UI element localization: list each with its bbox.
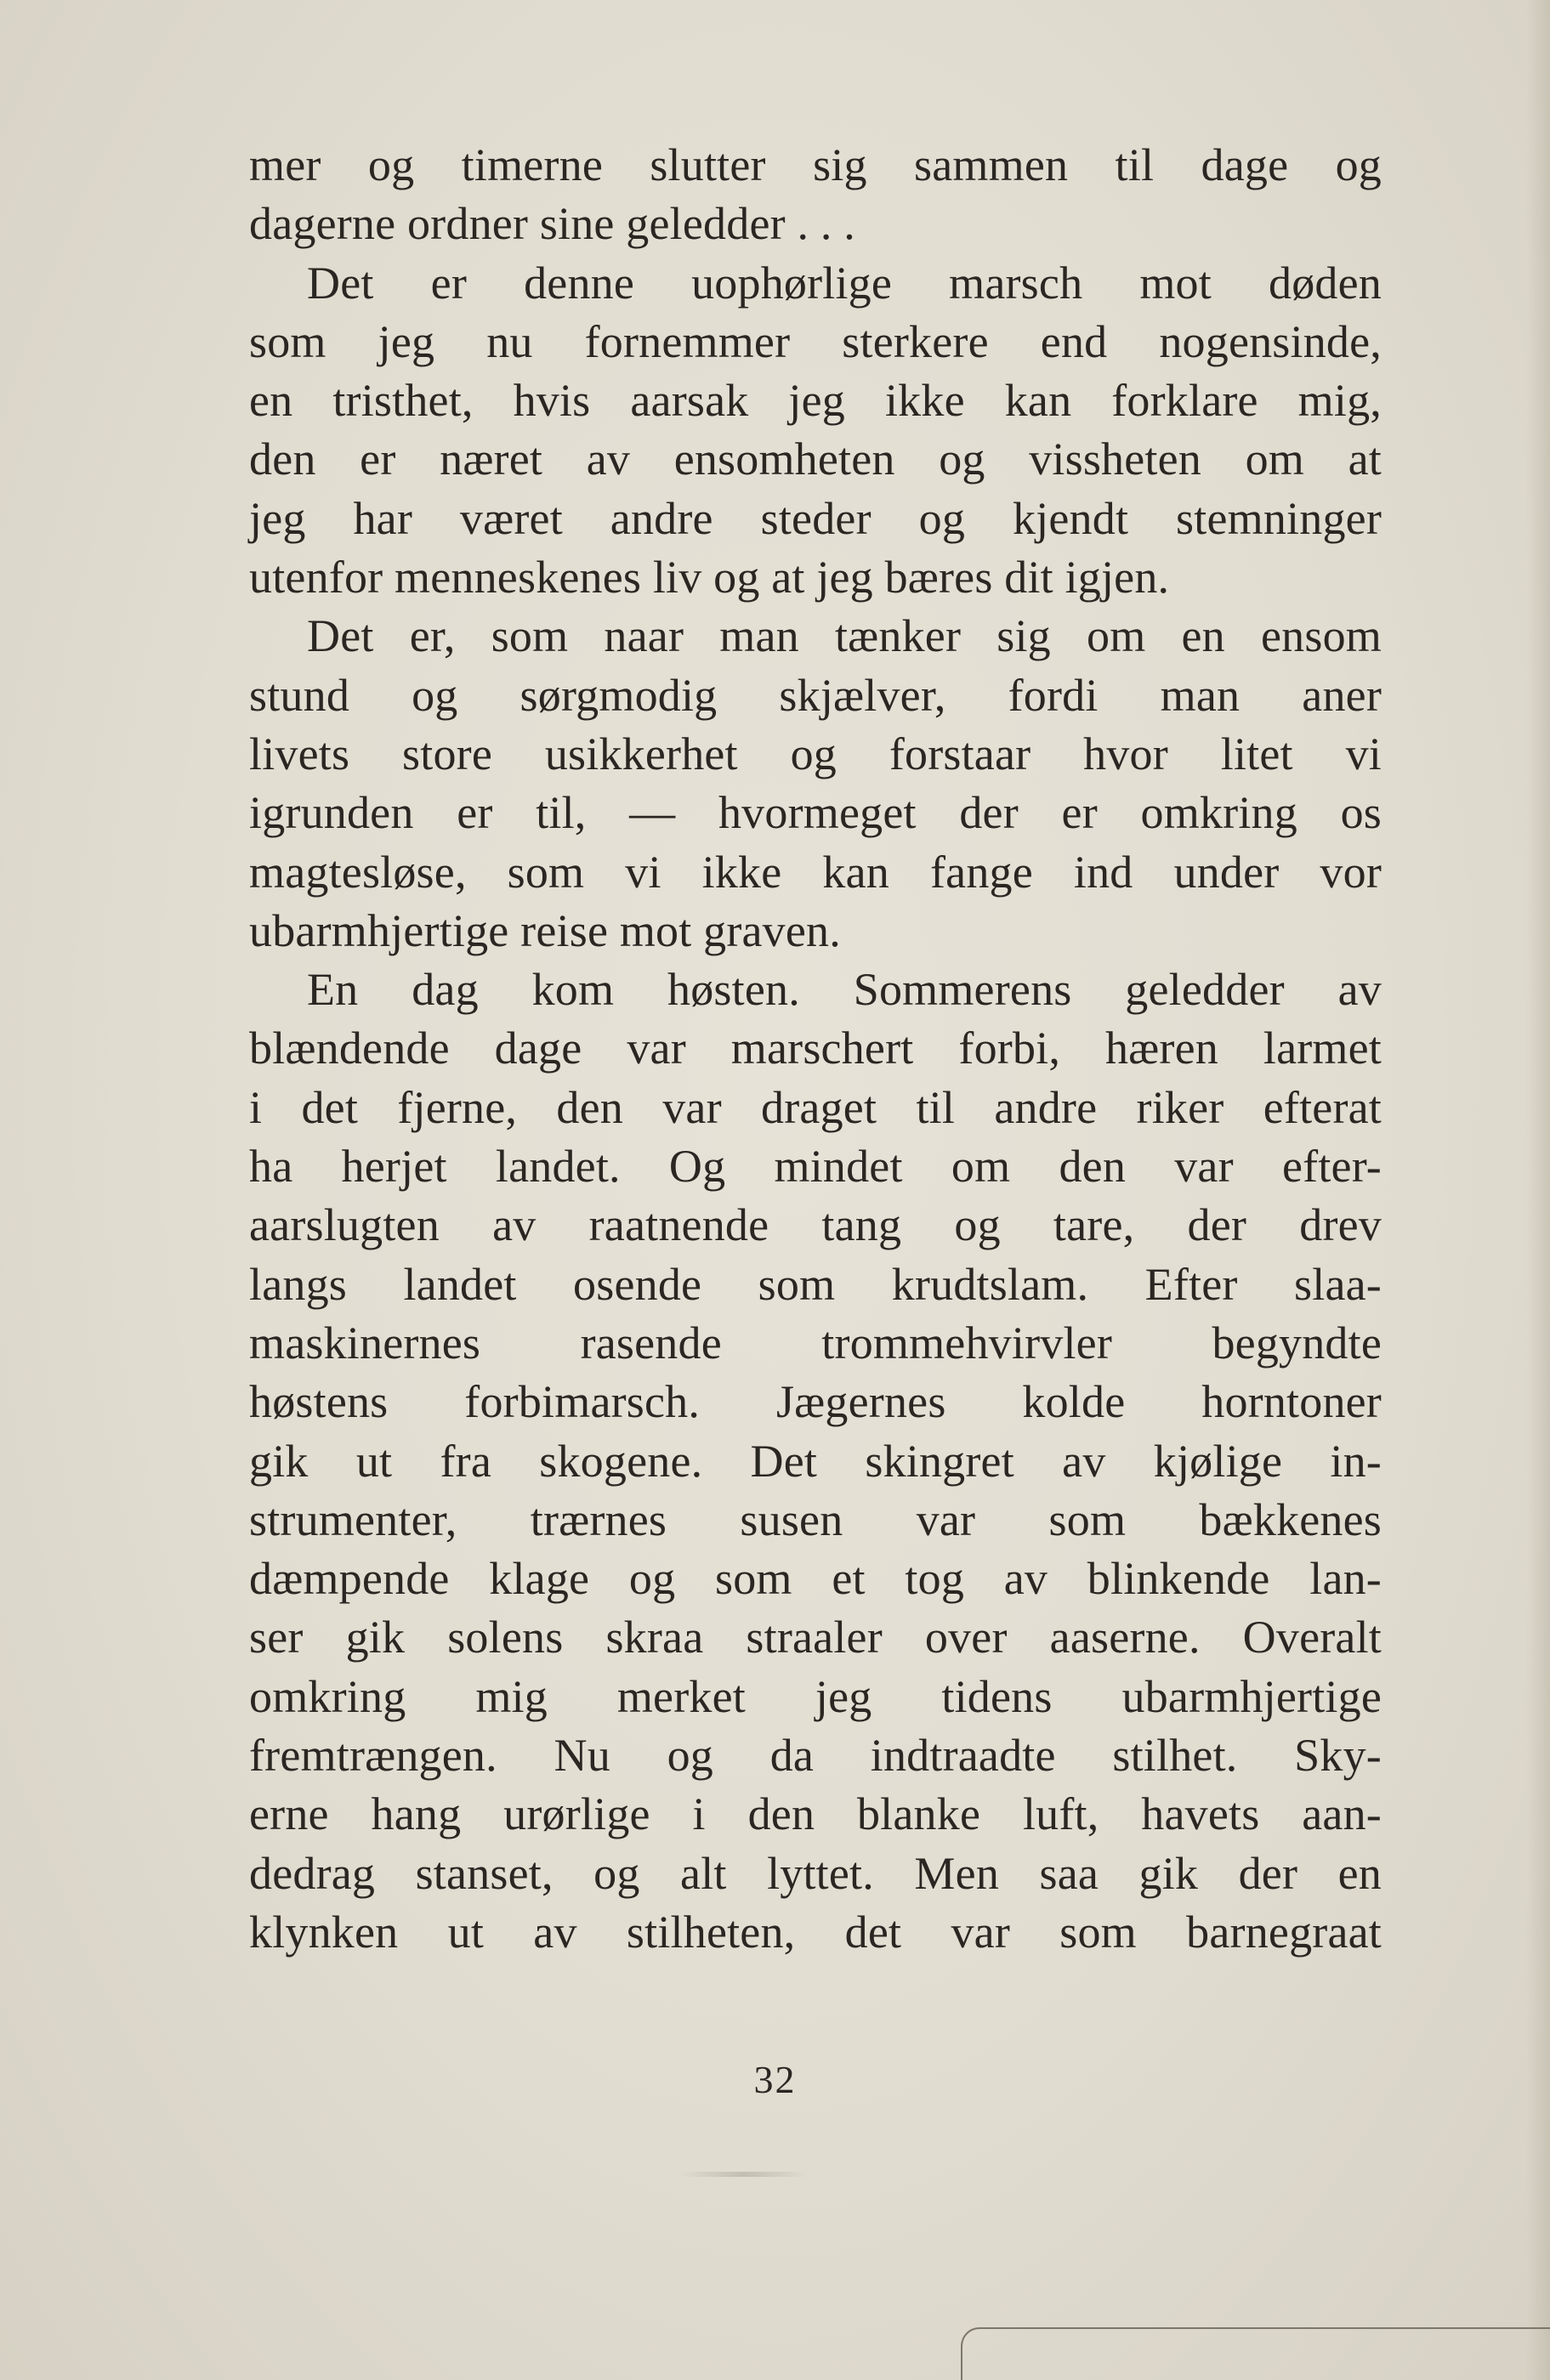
text-line: igrunden er til, — hvormeget der er omkring os xyxy=(249,787,1382,839)
text-line: livets store usikkerhet og forstaar hvor litet vi xyxy=(249,728,1382,779)
text-line: i det fjerne, den var draget til andre riker efterat xyxy=(249,1081,1382,1133)
text-line: aarslugten av raatnende tang og tare, der drev xyxy=(249,1199,1382,1251)
text-line: mer og timerne slutter sig sammen til dage og xyxy=(249,139,1382,190)
text-line: dæmpende klage og som et tog av blinkende lan- xyxy=(249,1553,1382,1605)
text-line: jeg har været andre steder og kjendt stemninger xyxy=(249,492,1382,544)
text-line: Det er denne uophørlige marsch mot døden xyxy=(307,257,1382,309)
text-line: stund og sørgmodig skjælver, fordi man aner xyxy=(249,669,1382,721)
text-line: høstens forbimarsch. Jægernes kolde horntoner xyxy=(249,1376,1382,1428)
page-number: 32 xyxy=(753,2058,797,2101)
text-line: langs landet osende som krudtslam. Efter slaa- xyxy=(249,1258,1382,1310)
text-line: omkring mig merket jeg tidens ubarmhjertige xyxy=(249,1670,1382,1722)
text-line: ha herjet landet. Og mindet om den var efter- xyxy=(249,1141,1382,1193)
text-line: maskinernes rasende trommehvirvler begyndte xyxy=(249,1317,1382,1368)
page-edge xyxy=(1526,0,1550,2380)
text-line: magtesløse, som vi ikke kan fange ind under vor xyxy=(249,846,1382,898)
text-line: ser gik solens skraa straaler over aaserne. Overalt xyxy=(249,1612,1382,1663)
text-line: erne hang urørlige i den blanke luft, havets aan- xyxy=(249,1788,1382,1840)
text-line: En dag kom høsten. Sommerens geledder av xyxy=(307,964,1382,1016)
text-line: blændende dage var marschert forbi, hæren larmet xyxy=(249,1023,1382,1074)
text-line: utenfor menneskenes liv og at jeg bæres dit igjen. xyxy=(249,552,1170,604)
binding-edge-mark xyxy=(961,2327,1550,2380)
text-line: den er næret av ensomheten og vissheten om at xyxy=(249,434,1382,485)
text-line: fremtrængen. Nu og da indtraadte stilhet. Sky- xyxy=(249,1730,1382,1782)
text-line: ubarmhjertige reise mot graven. xyxy=(249,904,841,956)
paper-smudge xyxy=(680,2172,808,2177)
text-line: en tristhet, hvis aarsak jeg ikke kan forklare mig, xyxy=(249,375,1382,427)
text-line: dedrag stanset, og alt lyttet. Men saa gik der en xyxy=(249,1847,1382,1899)
text-line: strumenter, trærnes susen var som bækkenes xyxy=(249,1493,1382,1545)
text-line: som jeg nu fornemmer sterkere end nogensinde, xyxy=(249,315,1382,367)
text-line: klynken ut av stilheten, det var som barnegraat xyxy=(249,1906,1382,1958)
text-line: dagerne ordner sine geledder . . . xyxy=(249,198,855,250)
text-line: gik ut fra skogene. Det skingret av kjølige in- xyxy=(249,1435,1382,1487)
body-text xyxy=(249,136,1382,1962)
text-line: Det er, som naar man tænker sig om en ensom xyxy=(307,610,1382,662)
